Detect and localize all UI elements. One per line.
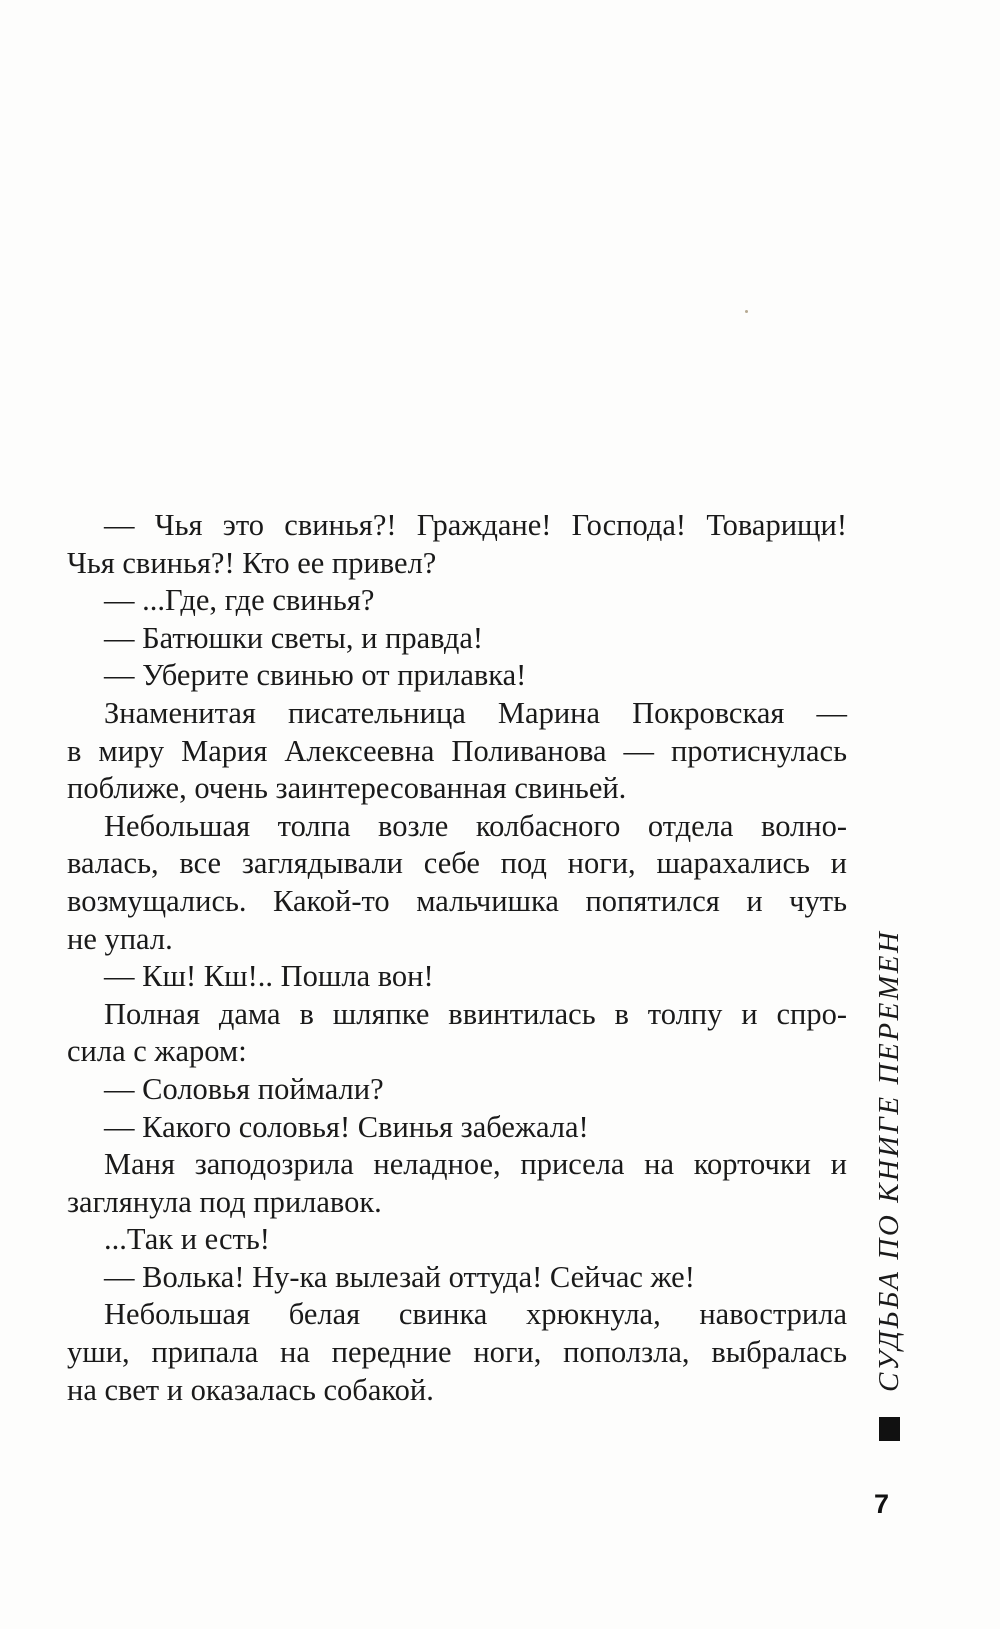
text-line: — Какого соловья! Свинья забежала! <box>104 1109 589 1144</box>
text-line: возмущались. Какой-то мальчишка попятился и чуть <box>67 883 847 918</box>
running-head: СУДЬБА ПО КНИГЕ ПЕРЕМЕН <box>873 929 905 1392</box>
text-line: Знаменитая писательница Марина Покровская — <box>104 695 847 730</box>
text-line: валась, все заглядывали себе под ноги, шарахались и <box>67 846 847 881</box>
text-line: поближе, очень заинтересованная свиньей. <box>67 771 627 806</box>
text-line: — Кш! Кш!.. Пошла вон! <box>104 959 434 994</box>
text-line: Небольшая толпа возле колбасного отдела волно- <box>104 808 847 843</box>
text-line: Полная дама в шляпке ввинтилась в толпу и спро- <box>104 996 847 1031</box>
text-line: — Чья это свинья?! Граждане! Господа! Товарищи! <box>104 508 847 542</box>
text-line: — Соловья поймали? <box>104 1071 384 1106</box>
text-line: не упал. <box>67 921 173 956</box>
text-line: в миру Мария Алексеевна Поливанова — протиснулась <box>67 733 847 768</box>
text-line: — Батюшки светы, и правда! <box>104 620 484 655</box>
text-line: Небольшая белая свинка хрюкнула, навострила <box>104 1297 847 1332</box>
text-line: — ...Где, где свинья? <box>104 583 375 618</box>
text-line: ...Так и есть! <box>104 1222 270 1257</box>
text-line: — Волька! Ну-ка вылезай оттуда! Сейчас же! <box>104 1259 695 1294</box>
paper-speck <box>745 310 748 313</box>
text-line: сила с жаром: <box>67 1034 247 1069</box>
page-number: 7 <box>874 1489 890 1519</box>
text-line: Маня заподозрила неладное, присела на корточки и <box>104 1147 847 1182</box>
text-line: Чья свинья?! Кто ее привел? <box>67 545 437 580</box>
square-marker-icon <box>879 1417 900 1441</box>
text-line: — Уберите свинью от прилавка! <box>104 658 527 693</box>
text-line: заглянула под прилавок. <box>67 1184 382 1219</box>
text-line: уши, припала на передние ноги, поползла, выбралась <box>67 1335 847 1370</box>
body-text <box>67 507 847 1409</box>
text-line: на свет и оказалась собакой. <box>67 1372 434 1407</box>
